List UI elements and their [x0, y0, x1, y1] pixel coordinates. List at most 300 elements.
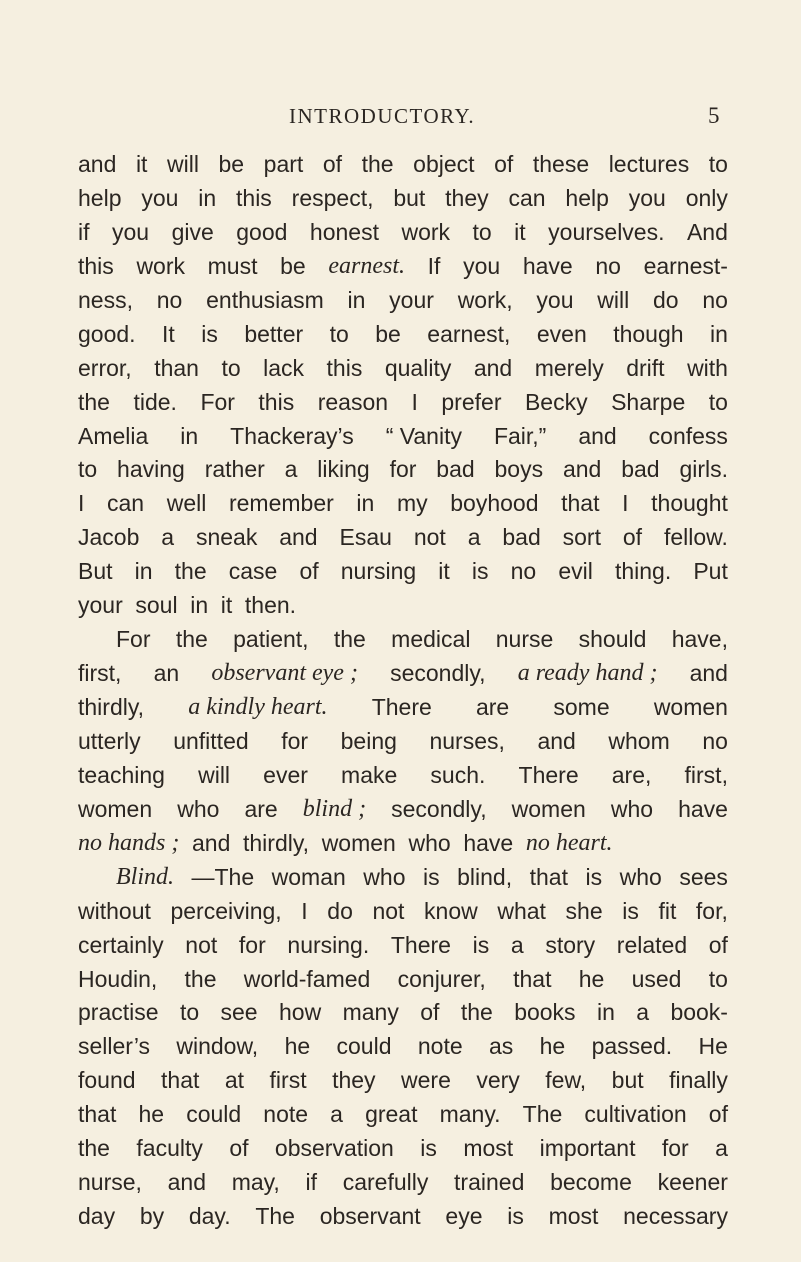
word: not: [185, 931, 218, 958]
italic-word: observant eye ;: [211, 660, 358, 687]
word: window,: [176, 1033, 259, 1060]
word: part: [263, 151, 304, 177]
word: For: [116, 626, 151, 653]
word: honest: [309, 218, 379, 245]
word: medical: [391, 626, 471, 653]
text-line: [78, 861, 728, 895]
word: the: [78, 388, 110, 415]
word: is: [471, 558, 489, 585]
word: first: [269, 1067, 307, 1094]
word: and: [578, 422, 617, 449]
word: must: [207, 252, 258, 279]
word: in: [356, 490, 375, 517]
word: used: [631, 965, 682, 992]
word: women: [653, 694, 728, 720]
word: who: [408, 829, 451, 856]
word: error,: [78, 354, 132, 381]
word: he: [578, 965, 605, 992]
word: women: [321, 829, 396, 856]
word: Sharpe: [611, 388, 686, 415]
word: the: [184, 965, 217, 992]
word: who: [363, 863, 406, 890]
word: It: [162, 320, 175, 347]
word: will: [167, 151, 199, 177]
word: in: [190, 592, 209, 619]
body-text: [78, 148, 728, 1234]
word: were: [401, 1067, 451, 1094]
word: enthusiasm: [206, 286, 324, 313]
running-title: INTRODUCTORY.: [289, 104, 476, 128]
word: very: [476, 1067, 520, 1094]
word: in: [198, 184, 217, 211]
word: world-famed: [243, 965, 371, 992]
word: evil: [558, 558, 593, 585]
word: in: [596, 999, 615, 1026]
text-line: [78, 623, 728, 657]
word: without: [78, 897, 151, 924]
word: even: [536, 320, 587, 347]
text-line: [78, 929, 728, 963]
word: well: [166, 490, 207, 517]
word: If: [427, 252, 441, 279]
word: is: [622, 897, 639, 924]
text-line: [78, 1030, 728, 1064]
text-line: [78, 386, 728, 420]
word: of: [229, 1135, 249, 1162]
word: and: [279, 524, 318, 551]
word: can: [508, 184, 546, 211]
text-line: [78, 182, 728, 216]
word: to: [78, 456, 98, 483]
word: and: [167, 1169, 206, 1196]
word: and: [473, 354, 513, 381]
text-line: [78, 487, 728, 521]
word: is: [423, 863, 440, 890]
word: be: [375, 320, 401, 347]
word: finally: [669, 1067, 728, 1094]
word: it: [514, 218, 526, 245]
word: should: [578, 626, 647, 653]
word: bad: [502, 524, 541, 551]
word: no: [510, 558, 537, 585]
word: quality: [384, 354, 452, 381]
text-line: [78, 555, 728, 589]
word: note: [263, 1101, 309, 1128]
word: work: [136, 252, 185, 279]
word: prefer: [441, 388, 502, 415]
word: tide.: [133, 388, 177, 415]
word: eye: [445, 1203, 483, 1230]
word: first,: [684, 761, 728, 788]
word: carefully: [342, 1169, 429, 1196]
word: a: [636, 999, 650, 1026]
word: “ Vanity: [385, 422, 462, 449]
word: for: [238, 931, 266, 958]
word: There: [390, 931, 451, 958]
word: but: [611, 1067, 644, 1094]
word: seller’s: [78, 1033, 151, 1060]
word: is: [201, 320, 218, 347]
text-line: [78, 352, 728, 386]
word: for: [389, 456, 417, 483]
word: confess: [648, 422, 728, 449]
word: teaching: [78, 761, 165, 788]
word: he: [138, 1101, 165, 1128]
word: do: [652, 286, 679, 313]
text-line: [78, 657, 728, 691]
word: unfitted: [173, 727, 249, 754]
word: good.: [78, 320, 136, 347]
word: could: [186, 1101, 242, 1128]
word: Amelia: [78, 422, 149, 449]
text-line: [78, 725, 728, 759]
word: lectures: [608, 151, 690, 177]
word: have: [678, 795, 728, 822]
word: thirdly,: [243, 829, 310, 856]
text-line: [78, 318, 728, 352]
word: earnest,: [427, 320, 511, 347]
word: For: [200, 388, 235, 415]
word: observant: [319, 1203, 421, 1230]
word: with: [687, 354, 728, 381]
word: by: [139, 1203, 165, 1230]
word: then.: [244, 592, 297, 619]
word: thing.: [614, 558, 672, 585]
word: have: [522, 252, 573, 279]
word: and: [78, 151, 117, 177]
word: important: [539, 1135, 636, 1162]
word: are,: [611, 761, 652, 788]
word: nursing.: [287, 931, 370, 958]
italic-word: no hands ;: [78, 829, 180, 856]
word: patient,: [233, 626, 309, 653]
word: it: [220, 592, 233, 619]
word: nurses,: [429, 727, 505, 754]
word: for,: [695, 897, 728, 924]
italic-word: a kindly heart.: [188, 694, 328, 720]
word: though: [613, 320, 684, 347]
word: Fair,”: [493, 422, 547, 449]
word: at: [224, 1067, 245, 1094]
word: thought: [651, 490, 728, 517]
word: some: [553, 694, 610, 720]
word: to: [708, 151, 728, 177]
word: better: [244, 320, 304, 347]
word: how: [279, 999, 322, 1026]
word: no: [595, 252, 621, 279]
word: case: [228, 558, 278, 585]
word: fellow.: [663, 524, 728, 551]
word: nursing: [340, 558, 417, 585]
word: remember: [228, 490, 334, 517]
word: you: [463, 252, 501, 279]
word: a: [510, 931, 524, 958]
word: is: [420, 1135, 437, 1162]
word: have: [463, 829, 514, 856]
word: girls.: [679, 456, 728, 483]
word: passed.: [591, 1033, 673, 1060]
word: an: [153, 660, 180, 687]
word: drift: [626, 354, 665, 381]
word: see: [220, 999, 258, 1026]
word: nurse: [495, 626, 554, 653]
word: and: [191, 829, 231, 856]
word: observation: [274, 1135, 394, 1162]
word: boys: [494, 456, 544, 483]
word: sneak: [195, 524, 258, 551]
word: blind,: [457, 863, 513, 890]
word: many: [342, 999, 399, 1026]
word: it: [135, 151, 148, 177]
text-line: [78, 895, 728, 929]
word: whom: [608, 727, 670, 754]
word: and: [689, 660, 728, 687]
word: object: [413, 151, 475, 177]
word: what: [497, 897, 546, 924]
word: to: [221, 354, 241, 381]
word: it: [438, 558, 450, 585]
word: the: [175, 626, 208, 653]
word: that: [529, 863, 568, 890]
word: secondly,: [390, 660, 486, 687]
word: could: [336, 1033, 392, 1060]
running-head: [0, 99, 801, 133]
word: he: [284, 1033, 311, 1060]
text-line: [78, 521, 728, 555]
word: the: [78, 1135, 110, 1162]
word: story: [545, 931, 596, 958]
word: to: [708, 965, 728, 992]
word: most: [548, 1203, 599, 1230]
word: I: [78, 490, 85, 517]
word: good: [236, 218, 288, 245]
word: in: [710, 320, 728, 347]
word: note: [417, 1033, 463, 1060]
word: keener: [657, 1169, 728, 1196]
word: found: [78, 1067, 136, 1094]
word: great: [365, 1101, 418, 1128]
text-line: [78, 827, 728, 861]
word: day: [78, 1203, 116, 1230]
word: yourselves.: [548, 218, 665, 245]
word: and: [537, 727, 576, 754]
word: related: [616, 931, 688, 958]
word: make: [341, 761, 398, 788]
word: secondly,: [391, 795, 487, 822]
word: this: [78, 252, 114, 279]
text-line: [78, 250, 728, 284]
word: than: [154, 354, 199, 381]
word: Jacob: [78, 524, 140, 551]
word: not: [413, 524, 446, 551]
word: sees: [679, 863, 728, 890]
word: cultivation: [584, 1101, 687, 1128]
italic-word: Blind.: [116, 863, 174, 890]
word: The: [255, 1203, 295, 1230]
word: know: [424, 897, 478, 924]
word: no: [702, 727, 728, 754]
text-line: [78, 216, 728, 250]
word: trained: [454, 1169, 525, 1196]
word: as: [488, 1033, 514, 1060]
text-line: [78, 963, 728, 997]
word: to: [708, 388, 728, 415]
word: who: [177, 795, 220, 822]
word: respect,: [291, 184, 374, 211]
word: of: [708, 931, 728, 958]
word: to: [329, 320, 349, 347]
word: day.: [188, 1203, 231, 1230]
word: a: [161, 524, 175, 551]
word: of: [322, 151, 343, 177]
text-line: [78, 1132, 728, 1166]
word: being: [340, 727, 397, 754]
word: may,: [231, 1169, 280, 1196]
word: that: [161, 1067, 200, 1094]
word: books: [514, 999, 576, 1026]
word: you: [536, 286, 574, 313]
word: are: [244, 795, 278, 822]
word: that: [78, 1101, 117, 1128]
word: There: [371, 694, 432, 720]
text-line: [78, 589, 728, 623]
word: bad: [621, 456, 660, 483]
text-line: [78, 691, 728, 725]
word: bad: [436, 456, 475, 483]
word: There: [518, 761, 579, 788]
word: women: [511, 795, 586, 822]
word: but: [393, 184, 426, 211]
word: that: [513, 965, 552, 992]
page-number: 5: [708, 103, 720, 128]
word: soul: [135, 592, 178, 619]
word: will: [597, 286, 630, 313]
word: a: [467, 524, 481, 551]
word: a: [284, 456, 298, 483]
word: certainly: [78, 931, 164, 958]
word: not: [372, 897, 405, 924]
text-line: [78, 148, 728, 182]
word: your: [389, 286, 434, 313]
word: you: [111, 218, 150, 245]
word: Thackeray’s: [230, 422, 354, 449]
word: for: [281, 727, 309, 754]
word: be: [280, 252, 306, 279]
word: reason: [317, 388, 389, 415]
word: book-: [670, 999, 728, 1026]
word: if: [305, 1169, 318, 1196]
text-line: [78, 1098, 728, 1132]
text-line: [78, 284, 728, 318]
word: this: [326, 354, 363, 381]
text-line: [78, 996, 728, 1030]
word: who: [610, 795, 654, 822]
word: who: [619, 863, 662, 890]
word: of: [494, 151, 514, 177]
word: that: [561, 490, 600, 517]
word: no: [156, 286, 183, 313]
word: will: [198, 761, 231, 788]
word: have,: [671, 626, 728, 653]
word: this: [258, 388, 295, 415]
word: is: [472, 931, 490, 958]
word: of: [708, 1101, 728, 1128]
italic-word: a ready hand ;: [517, 660, 658, 687]
word: the: [460, 999, 493, 1026]
word: help: [565, 184, 609, 211]
word: of: [299, 558, 319, 585]
word: a: [330, 1101, 343, 1128]
word: woman: [271, 863, 346, 890]
word: the: [361, 151, 394, 177]
word: is: [585, 863, 603, 890]
word: I: [411, 388, 418, 415]
word: Houdin,: [78, 965, 158, 992]
word: I: [622, 490, 629, 517]
word: Becky: [524, 388, 588, 415]
word: in: [134, 558, 153, 585]
word: ness,: [78, 286, 133, 313]
word: He: [698, 1033, 728, 1060]
word: The: [522, 1101, 563, 1128]
word: nurse,: [78, 1169, 142, 1196]
word: utterly: [78, 727, 141, 754]
word: necessary: [623, 1203, 728, 1230]
word: having: [117, 456, 185, 483]
word: —The: [191, 863, 255, 890]
word: boyhood: [450, 490, 539, 517]
word: Esau: [339, 524, 392, 551]
word: liking: [317, 456, 370, 483]
word: of: [622, 524, 643, 551]
word: rather: [204, 456, 265, 483]
word: and: [562, 456, 602, 483]
word: Put: [693, 558, 728, 585]
word: of: [420, 999, 440, 1026]
text-line: [78, 1166, 728, 1200]
text-line: [78, 1064, 728, 1098]
word: I: [301, 897, 308, 924]
word: if: [78, 218, 90, 245]
word: ever: [263, 761, 308, 788]
text-line: [78, 793, 728, 827]
word: practise: [78, 999, 159, 1026]
word: earnest-: [643, 252, 728, 279]
word: first,: [78, 660, 122, 687]
word: do: [327, 897, 353, 924]
word: most: [463, 1135, 514, 1162]
word: she: [565, 897, 603, 924]
word: give: [171, 218, 214, 245]
italic-word: earnest.: [328, 252, 406, 279]
word: the: [333, 626, 366, 653]
word: perceiving,: [170, 897, 282, 924]
word: women: [78, 795, 153, 822]
word: a: [715, 1135, 728, 1162]
word: they: [445, 184, 489, 211]
italic-word: no heart.: [525, 829, 613, 856]
word: you: [628, 184, 666, 211]
word: for: [661, 1135, 689, 1162]
word: thirdly,: [78, 694, 145, 720]
word: But: [78, 558, 113, 585]
word: merely: [534, 354, 604, 381]
word: faculty: [136, 1135, 203, 1162]
italic-word: blind ;: [302, 795, 367, 822]
word: my: [396, 490, 428, 517]
word: such.: [430, 761, 486, 788]
word: they: [332, 1067, 376, 1094]
